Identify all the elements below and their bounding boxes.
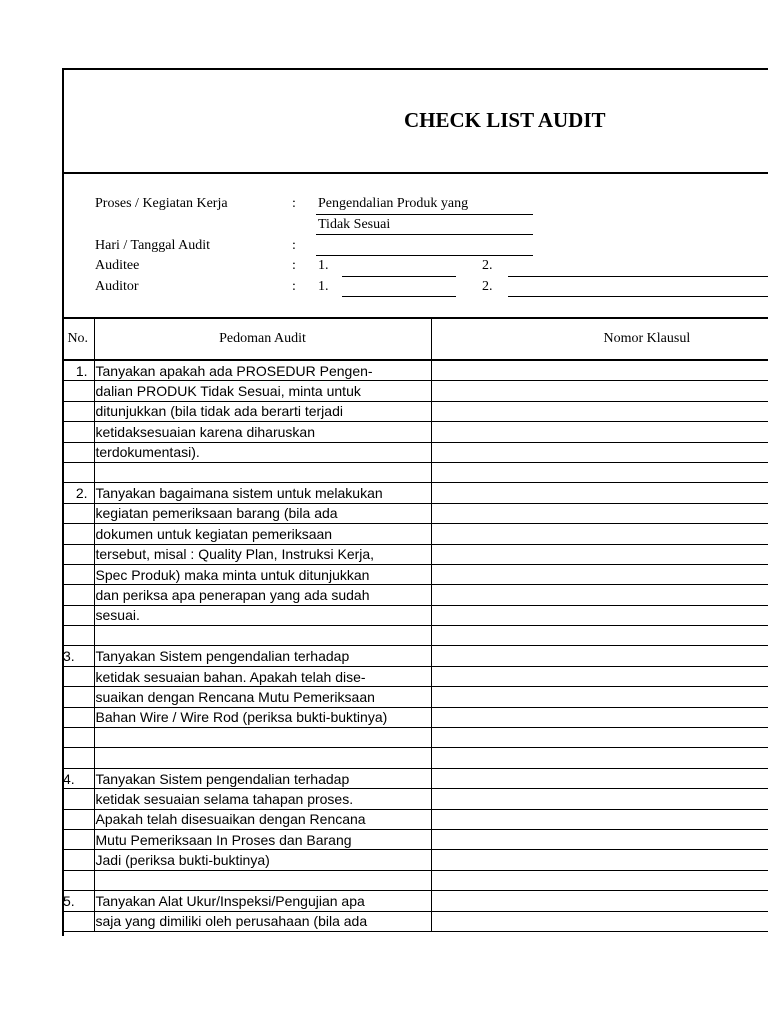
auditee-colon: : [292,258,296,273]
pedoman-cell[interactable] [94,728,431,748]
table-row [62,381,768,401]
table-row [62,728,768,748]
klausul-cell[interactable] [431,687,768,707]
klausul-cell[interactable] [431,748,768,768]
row-number [62,544,94,564]
pedoman-cell[interactable]: ditunjukkan (bila tidak ada berarti terjadi [94,401,431,421]
auditor-num-2: 2. [482,279,493,294]
auditor-field-1[interactable] [342,296,456,297]
pedoman-cell[interactable]: Apakah telah disesuaikan dengan Rencana [94,809,431,829]
pedoman-cell[interactable]: dokumen untuk kegiatan pemeriksaan [94,524,431,544]
pedoman-cell[interactable]: Bahan Wire / Wire Rod (periksa bukti-buktinya) [94,707,431,727]
klausul-cell[interactable] [431,422,768,442]
row-number [62,666,94,686]
pedoman-cell[interactable] [94,626,431,646]
proses-underline-1 [316,214,533,215]
pedoman-cell[interactable]: Spec Produk) maka minta untuk ditunjukkan [94,564,431,584]
table-row [62,585,768,605]
klausul-cell[interactable] [431,768,768,788]
klausul-cell[interactable] [431,728,768,748]
table-row [62,870,768,890]
pedoman-cell[interactable]: tersebut, misal : Quality Plan, Instruksi Kerja, [94,544,431,564]
klausul-cell[interactable] [431,483,768,503]
header-klausul: Nomor Klausul [431,319,768,360]
hari-field[interactable] [316,255,533,256]
pedoman-cell[interactable]: ketidaksesuaian karena diharuskan [94,422,431,442]
proses-colon: : [292,196,296,211]
klausul-cell[interactable] [431,605,768,625]
klausul-cell[interactable] [431,442,768,462]
table-row [62,483,768,503]
table-row [62,768,768,788]
auditor-num-1: 1. [318,279,329,294]
klausul-cell[interactable] [431,850,768,870]
table-row [62,666,768,686]
klausul-cell[interactable] [431,626,768,646]
row-number: 1. [62,360,94,381]
pedoman-cell[interactable]: saja yang dimiliki oleh perusahaan (bila ada [94,911,431,931]
proses-value-line2: Tidak Sesuai [318,217,391,232]
table-row [62,748,768,768]
table-row [62,891,768,911]
checklist-sheet [62,68,768,936]
klausul-cell[interactable] [431,503,768,523]
pedoman-cell[interactable]: sesuai. [94,605,431,625]
row-number [62,789,94,809]
klausul-cell[interactable] [431,707,768,727]
table-row [62,687,768,707]
row-number [62,626,94,646]
klausul-cell[interactable] [431,585,768,605]
row-number [62,605,94,625]
pedoman-cell[interactable] [94,748,431,768]
audit-table [62,319,768,932]
row-number [62,707,94,727]
row-number: 2. [62,483,94,503]
table-row [62,524,768,544]
pedoman-cell[interactable]: Jadi (periksa bukti-buktinya) [94,850,431,870]
row-number [62,829,94,849]
klausul-cell[interactable] [431,829,768,849]
klausul-cell[interactable] [431,564,768,584]
table-row [62,809,768,829]
klausul-cell[interactable] [431,360,768,381]
auditor-field-2[interactable] [508,296,768,297]
row-number [62,401,94,421]
table-row [62,503,768,523]
row-number [62,422,94,442]
table-row [62,544,768,564]
klausul-cell[interactable] [431,646,768,666]
table-row [62,789,768,809]
klausul-cell[interactable] [431,544,768,564]
hari-label: Hari / Tanggal Audit [95,238,211,253]
klausul-cell[interactable] [431,911,768,931]
klausul-cell[interactable] [431,891,768,911]
row-number [62,564,94,584]
row-number [62,911,94,931]
row-number [62,728,94,748]
klausul-cell[interactable] [431,870,768,890]
row-number [62,381,94,401]
table-row [62,564,768,584]
klausul-cell[interactable] [431,381,768,401]
table-row [62,422,768,442]
pedoman-cell[interactable]: ketidak sesuaian selama tahapan proses. [94,789,431,809]
auditee-num-1: 1. [318,258,329,273]
table-row [62,462,768,482]
header-pedoman: Pedoman Audit [94,319,431,360]
row-number [62,442,94,462]
proses-label: Proses / Kegiatan Kerja [95,196,228,211]
klausul-cell[interactable] [431,789,768,809]
pedoman-cell[interactable]: dalian PRODUK Tidak Sesuai, minta untuk [94,381,431,401]
row-number [62,524,94,544]
pedoman-cell[interactable]: Mutu Pemeriksaan In Proses dan Barang [94,829,431,849]
klausul-cell[interactable] [431,401,768,421]
pedoman-cell[interactable]: terdokumentasi). [94,442,431,462]
header-no: No. [62,319,94,360]
auditee-num-2: 2. [482,258,493,273]
auditor-colon: : [292,279,296,294]
proses-value-line1: Pengendalian Produk yang [318,196,469,211]
auditee-field-2[interactable] [508,276,768,277]
klausul-cell[interactable] [431,809,768,829]
row-number [62,850,94,870]
pedoman-cell[interactable]: kegiatan pemeriksaan barang (bila ada [94,503,431,523]
klausul-cell[interactable] [431,524,768,544]
row-number [62,687,94,707]
row-number: 3. [62,646,94,666]
row-number [62,870,94,890]
pedoman-cell[interactable] [94,462,431,482]
pedoman-cell[interactable]: ketidak sesuaian bahan. Apakah telah dise- [94,666,431,686]
pedoman-cell[interactable]: Tanyakan apakah ada PROSEDUR Pengen- [94,360,431,381]
auditee-label: Auditee [95,258,140,273]
pedoman-cell[interactable]: Tanyakan Alat Ukur/Inspeksi/Pengujian apa [94,891,431,911]
title-divider [62,172,768,174]
table-row [62,911,768,931]
auditee-field-1[interactable] [342,276,456,277]
klausul-cell[interactable] [431,666,768,686]
table-row [62,360,768,381]
table-row [62,401,768,421]
pedoman-cell[interactable]: dan periksa apa penerapan yang ada sudah [94,585,431,605]
row-number [62,462,94,482]
klausul-cell[interactable] [431,462,768,482]
table-row [62,829,768,849]
page-title: CHECK LIST AUDIT [404,108,606,132]
table-row [62,850,768,870]
auditor-label: Auditor [95,279,139,294]
row-number [62,503,94,523]
pedoman-cell[interactable] [94,870,431,890]
pedoman-cell[interactable]: suaikan dengan Rencana Mutu Pemeriksaan [94,687,431,707]
table-row [62,707,768,727]
pedoman-cell[interactable]: Tanyakan bagaimana sistem untuk melakukan [94,483,431,503]
sheet-top-border [62,68,768,70]
table-row [62,605,768,625]
table-row [62,646,768,666]
table-row [62,442,768,462]
pedoman-cell[interactable]: Tanyakan Sistem pengendalian terhadap [94,768,431,788]
table-row [62,626,768,646]
pedoman-cell[interactable]: Tanyakan Sistem pengendalian terhadap [94,646,431,666]
row-number: 4. [62,768,94,788]
row-number [62,748,94,768]
table-header-row [62,319,768,360]
row-number [62,809,94,829]
row-number: 5. [62,891,94,911]
row-number [62,585,94,605]
proses-underline-2 [316,234,533,235]
hari-colon: : [292,238,296,253]
